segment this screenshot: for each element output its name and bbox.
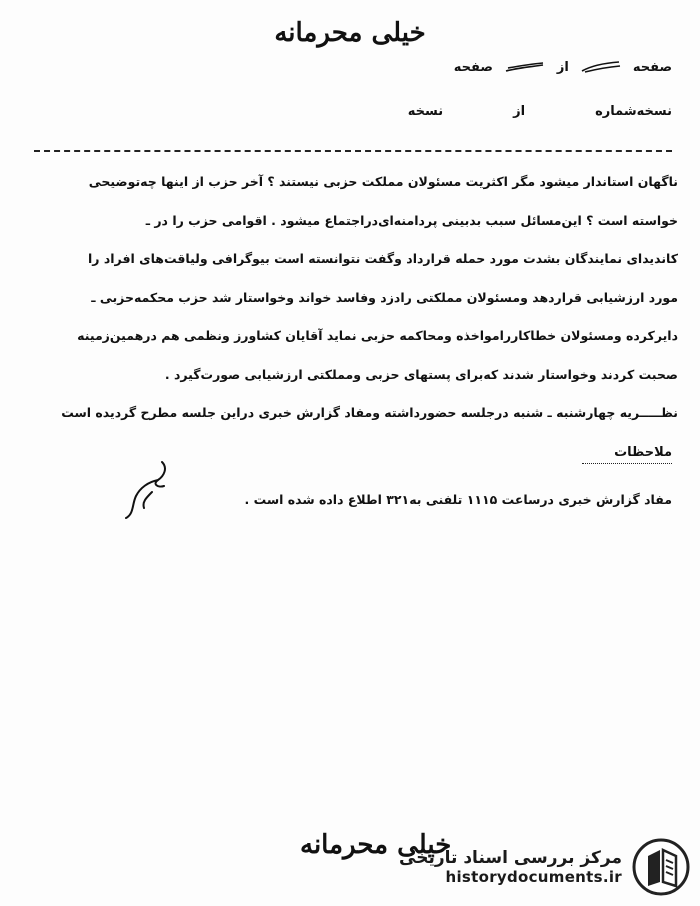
- watermark-text: [399, 848, 622, 886]
- watermark-name: مرکز بررسی اسناد تاریخی: [399, 848, 622, 868]
- remarks-text: مفاد گزارش خبری درساعت ۱۱۱۵ تلفنی به۳۲۱ اطلاع داده شده است .: [244, 492, 672, 507]
- report-body: [14, 172, 678, 442]
- of-label-2: از: [513, 104, 526, 119]
- body-line: دایرکرده ومسئولان خطاکار‌را‌مواخذه ومحاکمه حزبی نماید آقایان کشاورز ونظمی هم درهمین‌زمینه: [77, 328, 678, 343]
- remarks-underline: [582, 463, 672, 464]
- remarks-label: ملاحظات: [614, 445, 672, 460]
- body-line: صحبت کردند وخواستار شدند که‌برای پستهای حزبی ومملکتی ارزشیابی صورت‌گیرد .: [164, 366, 678, 382]
- body-line: کاندیدای نمایندگان بشدت مورد حمله قرارداد‌ وگفت نتوانسته است بیوگرافی ولیاقت‌های افراد را: [88, 251, 678, 266]
- handwritten-total-mark: [503, 60, 547, 74]
- watermark: [399, 836, 692, 898]
- of-label: از: [556, 60, 569, 75]
- classification-stamp-top: خیلی محرمانه: [274, 18, 426, 48]
- copy-number-row: [408, 104, 672, 119]
- page-label-2: صفحه: [453, 60, 493, 75]
- handwritten-signature: [118, 458, 176, 522]
- classification-stamp-bottom: خیلی محرمانه: [300, 830, 452, 860]
- copy-number-label: نسخه‌شماره: [595, 104, 672, 119]
- body-line: خواسته است ؟ این‌مسائل سبب بدبینی پردامنه‌ای‌در‌اجتماع میشود . اقوامی حزب را در ـ: [145, 212, 678, 228]
- watermark-url: historydocuments.ir: [445, 868, 622, 886]
- archive-logo-icon: [630, 836, 692, 898]
- body-line: نظـــــریه چهارشنبه ـ شنبه درجلسه حضورداشته ومفاد گزارش خبری دراین جلسه مطرح گردیده است: [61, 405, 678, 420]
- handwritten-page-mark: [579, 60, 623, 74]
- body-line: مورد ارزشیابی قراردهد ومسئولان مملکتی رادزد وفاسد خواند وخواستار شد حزب محکمه‌حزبی ـ: [91, 289, 678, 305]
- header-divider: [34, 150, 672, 152]
- body-line: ناگهان استاندار میشود مگر اکثریت مسئولان مملکت حزبی نیستند ؟ آخر حزب از اینها چه‌توضیحی: [88, 174, 678, 189]
- page-number-row: [454, 60, 672, 75]
- page-label: صفحه: [632, 60, 672, 75]
- copy-label: نسخه: [407, 104, 444, 119]
